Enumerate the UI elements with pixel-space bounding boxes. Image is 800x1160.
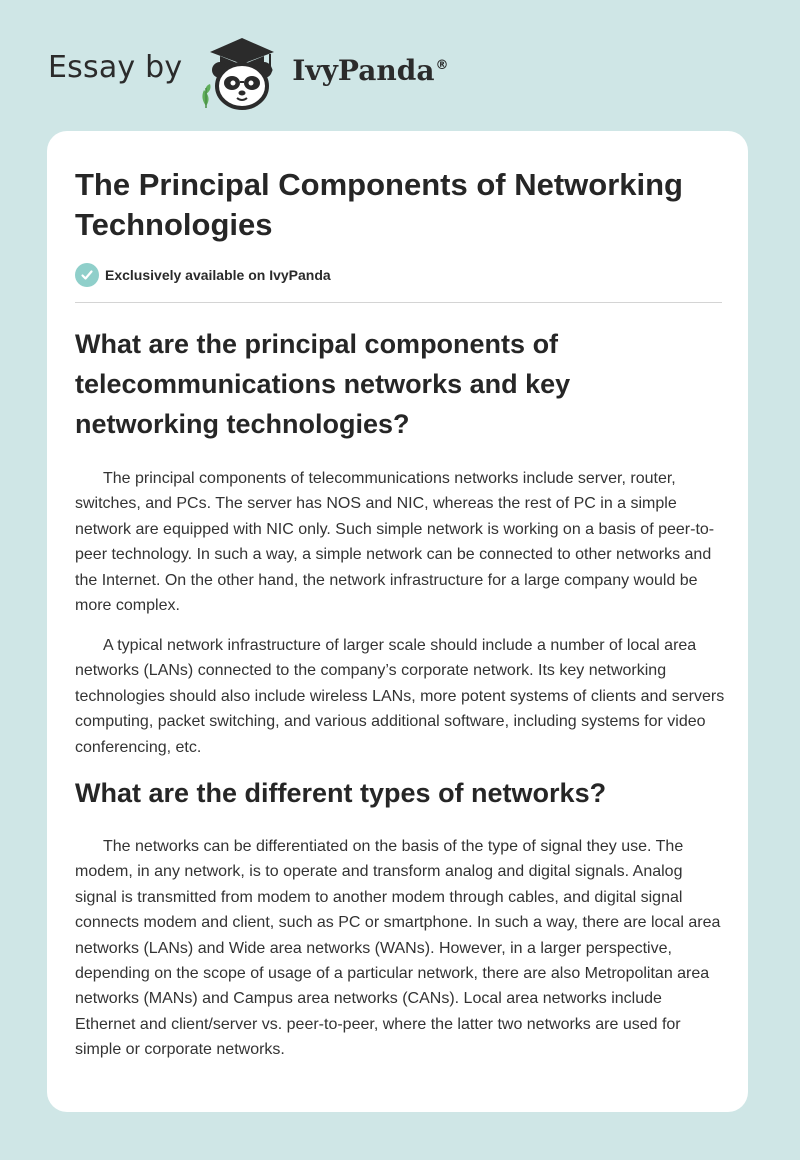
essay-card: [47, 131, 748, 1112]
paragraph: The principal components of telecommunications networks include server, router, switches, and PCs. The server has NOS and NIC, whereas the rest of PC in a simple network are equipped with NIC only. Such simple network is working on a basis of peer-to-peer technology. In such a way, a simple network can be connected to other networks and the Internet. On the other hand, the network infrastructure for a large company would be more complex.: [75, 470, 715, 615]
exclusive-label: Exclusively available on IvyPanda: [105, 267, 331, 283]
brand-prefix: Essay by: [48, 49, 183, 85]
section-heading: What are the different types of networks?: [75, 778, 607, 808]
brand-name[interactable]: IvyPanda®: [292, 53, 449, 87]
divider: [75, 302, 722, 303]
brand-header: [48, 28, 448, 112]
paragraph: A typical network infrastructure of larger scale should include a number of local area networks (LANs) connected to the company’s corporate network. Its key networking technologies should also include wireless LANs, more potent systems of clients and servers computing, packet switching, and various additional software, including systems for video conferencing, etc.: [75, 637, 725, 756]
check-icon: [75, 263, 99, 287]
registered-mark: ®: [435, 58, 449, 74]
panda-logo-icon[interactable]: [196, 28, 288, 112]
section-heading: What are the principal components of telecommunications networks and key networking technologies?: [75, 329, 571, 439]
exclusive-badge: [75, 263, 331, 287]
paragraph: The networks can be differentiated on the basis of the type of signal they use. The modem, in any network, is to operate and transform analog and digital signals. Analog signal is transmitted from modem to another modem through cables, and digital signal connects modem and client, such as PC or smartphone. In such a way, there are local area networks (LANs) and Wide area networks (WANs). However, in a larger perspective, depending on the scope of usage of a particular network, there are also Metropolitan area networks (MANs) and Campus area networks (CANs). Local area networks include Ethernet and client/server vs. peer-to-peer, where the latter two networks are used for simple or corporate networks.: [75, 838, 721, 1059]
page-title: The Principal Components of Networking Technologies: [75, 167, 683, 242]
